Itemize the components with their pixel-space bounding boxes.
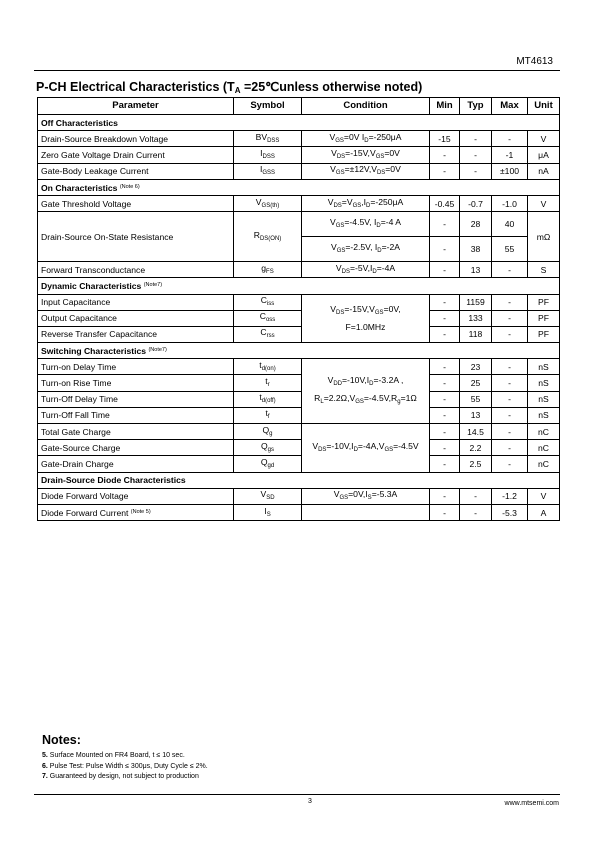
footer-rule xyxy=(34,794,560,795)
note-item: 5. Surface Mounted on FR4 Board, t ≤ 10 sec. xyxy=(42,752,185,759)
notes-list xyxy=(42,751,208,783)
condition: $V_{GS}=-4.5V$, $I_D=-4$ A xyxy=(302,212,430,237)
part-number: MT4613 xyxy=(516,56,553,67)
table-row: $V_{GS}=-2.5V$, $I_D=-2A$ - 38 55 xyxy=(38,237,560,262)
header-rule xyxy=(34,70,560,71)
col-header-condition: Condition xyxy=(302,98,430,115)
table-row: Gate-Drain Charge $Q_{gd}$ - 2.5 - nC xyxy=(38,456,560,472)
condition: $V_{DS}=-10V,I_D=-4A,V_{GS}=-4.5V$ xyxy=(302,424,430,473)
group-row-on: On Characteristics $^{(Note 6)}$ xyxy=(38,179,560,195)
col-header-unit: Unit xyxy=(528,98,560,115)
group-row-diode: Drain-Source Diode Characteristics xyxy=(38,472,560,488)
table-row: Turn-on Delay Time $t_{d(on)}$ $V_{DD}=-10V,I_D=-3.2A$ , $R_L=2.2\Omega,V_{GS}=-4.5V,R_g=1\Omega$ - 23 - nS xyxy=(38,359,560,375)
table-row: Gate-Source Charge $Q_{gs}$ - 2.2 - nC xyxy=(38,440,560,456)
table-row: Diode Forward Current $^{(Note 5)}$ $I_S$ - - -5.3 A xyxy=(38,504,560,520)
group-row-dynamic: Dynamic Characteristics $^{(Note7)}$ xyxy=(38,278,560,294)
condition: $V_{DD}=-10V,I_D=-3.2A$ , $R_L=2.2\Omega,V_{GS}=-4.5V,R_g=1\Omega$ xyxy=(302,359,430,424)
table-header-row xyxy=(38,98,560,115)
condition: $V_{DS}=-15V,V_{GS}=0V$ xyxy=(302,147,430,163)
note-item: 6. Pulse Test: Pulse Width ≤ 300μs, Duty Cycle ≤ 2%. xyxy=(42,762,208,770)
col-header-typ: Typ xyxy=(460,98,492,115)
table-row: Output Capacitance $C_{oss}$ - 133 - PF xyxy=(38,310,560,326)
table-row: Forward Transconductance $g_{FS}$ $V_{DS}=-5V,I_D=-4A$ - 13 - S xyxy=(38,262,560,278)
table-row: Diode Forward Voltage $V_{SD}$ $V_{GS}=0V,I_S=-5.3A$ - - -1.2 V xyxy=(38,488,560,504)
condition: $V_{GS}=\pm 12V,V_{DS}=0V$ xyxy=(302,163,430,179)
table-row: Drain-Source On-State Resistance $R_{DS(ON)}$ $V_{GS}=-4.5V$, $I_D=-4$ A - 28 40 mΩ xyxy=(38,212,560,237)
electrical-characteristics-table xyxy=(37,97,560,521)
table-row: Reverse Transfer Capacitance $C_{rss}$ - 118 - PF xyxy=(38,326,560,342)
table-row: Turn-on Rise Time $t_r$ - 25 - nS xyxy=(38,375,560,391)
col-header-symbol: Symbol xyxy=(234,98,302,115)
group-row-off: Off Characteristics xyxy=(38,115,560,131)
table-row: Turn-Off Delay Time $t_{d(off)}$ - 55 - nS xyxy=(38,391,560,407)
condition: $V_{DS}=-5V,I_D=-4A$ xyxy=(302,262,430,278)
condition: $V_{GS}=0V$ $I_D=-250\mu A$ xyxy=(302,131,430,147)
col-header-parameter: Parameter xyxy=(38,98,234,115)
notes-title: Notes: xyxy=(42,733,81,747)
table-row: Total Gate Charge $Q_g$ $V_{DS}=-10V,I_D=-4A,V_{GS}=-4.5V$ - 14.5 - nC xyxy=(38,424,560,440)
section-title: P-CH Electrical Characteristics ($T_A$ =25℃unless otherwise noted) xyxy=(36,80,423,95)
condition: $V_{GS}=0V,I_S=-5.3A$ xyxy=(302,488,430,504)
condition: $V_{GS}=-2.5V$, $I_D=-2A$ xyxy=(302,237,430,262)
table-row: Zero Gate Voltage Drain Current $I_{DSS}$ $V_{DS}=-15V,V_{GS}=0V$ - - -1 μA xyxy=(38,147,560,163)
condition xyxy=(302,504,430,520)
group-row-switching: Switching Characteristics $^{(Note7)}$ xyxy=(38,343,560,359)
table-row: Gate-Body Leakage Current $I_{GSS}$ $V_{GS}=\pm 12V,V_{DS}=0V$ - - ±100 nA xyxy=(38,163,560,179)
condition: $V_{DS}=-15V,V_{GS}=0V$, F=1.0MHz xyxy=(302,294,430,343)
condition: $V_{DS}=V_{GS},I_D=-250\mu A$ xyxy=(302,195,430,211)
page-number: 3 xyxy=(308,798,312,805)
table-row: Input Capacitance $C_{iss}$ $V_{DS}=-15V,V_{GS}=0V$, F=1.0MHz - 1159 - PF xyxy=(38,294,560,310)
table-row: Turn-Off Fall Time $t_f$ - 13 - nS xyxy=(38,407,560,423)
table-row: Drain-Source Breakdown Voltage $BV_{DSS}$ $V_{GS}=0V$ $I_D=-250\mu A$ -15 - - V xyxy=(38,131,560,147)
col-header-max: Max xyxy=(492,98,528,115)
col-header-min: Min xyxy=(430,98,460,115)
note-item: 7. Guaranteed by design, not subject to production xyxy=(42,773,199,780)
website-link[interactable]: www.mtsemi.com xyxy=(504,800,559,807)
table-row: Gate Threshold Voltage $V_{GS(th)}$ $V_{DS}=V_{GS},I_D=-250\mu A$ -0.45 -0.7 -1.0 V xyxy=(38,195,560,211)
